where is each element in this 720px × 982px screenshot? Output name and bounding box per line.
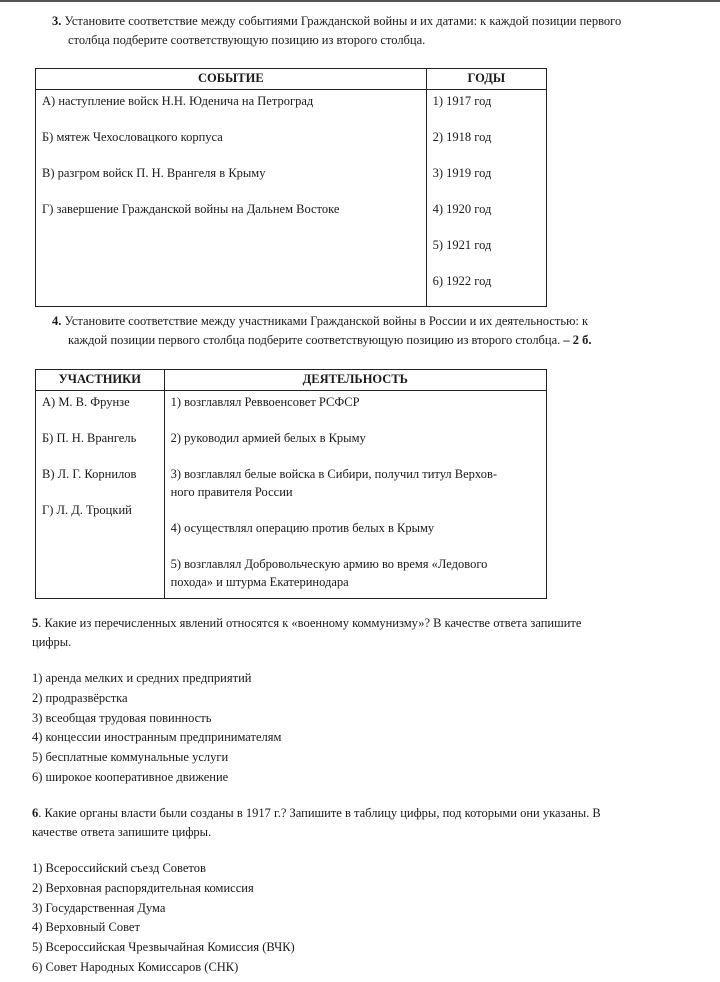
option-6-4: 4) Верховный Совет (32, 920, 140, 935)
question-4-table (35, 369, 547, 599)
year-6: 6) 1922 год (432, 274, 492, 288)
top-border-line (0, 0, 720, 2)
question-4-prompt (52, 312, 702, 350)
activity-4-text: 4) осуществлял операцию против белых в Крыму (170, 521, 435, 535)
header-activities: ДЕЯТЕЛЬНОСТЬ (164, 370, 546, 391)
question-4-text-1: Установите соответствие между участниками Гражданской войны в России и их деятельностью: к (64, 314, 589, 328)
participant-c: В) Л. Г. Корнилов (42, 467, 137, 481)
option-5-4: 4) концессии иностранным предпринимателям (32, 730, 282, 745)
activity-2 (165, 427, 546, 463)
question-3-prompt (52, 12, 692, 50)
question-4-line-1 (52, 312, 702, 331)
events-column (36, 90, 427, 307)
option-6-3: 3) Государственная Дума (32, 900, 166, 915)
option-6-6: 6) Совет Народных Комиссаров (СНК) (32, 959, 239, 974)
option-5-5: 5) бесплатные коммунальные услуги (32, 750, 229, 765)
participants-column (36, 391, 165, 599)
header-years: ГОДЫ (426, 69, 546, 90)
activity-5-text-2: похода» и штурма Екатеринодара (170, 575, 349, 589)
event-c: В) разгром войск П. Н. Врангеля в Крыму (42, 166, 266, 180)
activity-3-text-1: 3) возглавлял белые войска в Сибири, получил титул Верхов- (170, 467, 498, 481)
header-events: СОБЫТИЕ (36, 69, 427, 90)
activity-3 (165, 463, 546, 517)
activity-1 (165, 391, 546, 427)
activity-5 (165, 553, 546, 598)
question-4-points: – 2 б. (563, 332, 592, 347)
option-5-2: 2) продразвёрстка (32, 690, 128, 705)
question-3-number: 3. (52, 14, 62, 28)
activity-1-text: 1) возглавлял Реввоенсовет РСФСР (170, 395, 360, 409)
question-5-line-2: цифры. (32, 634, 72, 649)
year-5: 5) 1921 год (432, 238, 492, 252)
question-6-options (32, 859, 295, 978)
question-5-options (32, 669, 281, 788)
participant-d: Г) Л. Д. Троцкий (42, 503, 132, 517)
option-5-3: 3) всеобщая трудовая повинность (32, 710, 212, 725)
question-4-line-2 (52, 331, 702, 350)
option-5-1: 1) аренда мелких и средних предприятий (32, 671, 252, 685)
activity-2-text: 2) руководил армией белых в Крыму (170, 431, 366, 445)
question-5-text-1: . Какие из перечисленных явлений относятся к «военному коммунизму»? В качестве ответа запишите (38, 616, 582, 630)
activity-5-text-1: 5) возглавлял Добровольческую армию во время «Ледового (170, 557, 488, 571)
question-3-line-1 (52, 12, 692, 31)
question-4-number: 4. (52, 314, 62, 328)
year-4: 4) 1920 год (432, 202, 492, 216)
question-3-line-2: столбца подберите соответствующую позицию из второго столбца. (68, 32, 426, 47)
question-5-prompt (32, 614, 702, 652)
option-5-6: 6) широкое кооперативное движение (32, 769, 229, 784)
activity-4 (165, 517, 546, 553)
years-column (426, 90, 546, 307)
participant-a: А) М. В. Фрунзе (42, 395, 130, 409)
question-3-text-1: Установите соответствие между событиями Гражданской войны и их датами: к каждой позиции первого (64, 14, 622, 28)
question-3-table (35, 68, 547, 307)
question-6-line-1 (32, 804, 702, 823)
question-4-text-2: каждой позиции первого столбца подберите соответствующую позицию из второго столбца. (68, 332, 561, 347)
option-6-5: 5) Всероссийская Чрезвычайная Комиссия (ВЧК) (32, 940, 295, 955)
question-6-line-2: качестве ответа запишите цифры. (32, 824, 212, 839)
event-d: Г) завершение Гражданской войны на Дальнем Востоке (42, 202, 340, 216)
activity-3-text-2: ного правителя России (170, 485, 293, 499)
year-2: 2) 1918 год (432, 130, 492, 144)
event-b: Б) мятеж Чехословацкого корпуса (42, 130, 223, 144)
question-6-prompt (32, 804, 702, 842)
option-6-1: 1) Всероссийский съезд Советов (32, 861, 206, 875)
event-a: А) наступление войск Н.Н. Юденича на Петроград (42, 94, 314, 108)
year-1: 1) 1917 год (432, 94, 492, 108)
question-6-number: 6 (32, 806, 39, 820)
option-6-2: 2) Верховная распорядительная комиссия (32, 880, 254, 895)
year-3: 3) 1919 год (432, 166, 492, 180)
question-5-number: 5 (32, 616, 39, 630)
activities-column (164, 391, 546, 599)
question-6-text-1: . Какие органы власти были созданы в 1917 г.? Запишите в таблицу цифры, под которыми они указаны. В (38, 806, 601, 820)
header-participants: УЧАСТНИКИ (36, 370, 165, 391)
question-5-line-1 (32, 614, 702, 633)
participant-b: Б) П. Н. Врангель (42, 431, 137, 445)
